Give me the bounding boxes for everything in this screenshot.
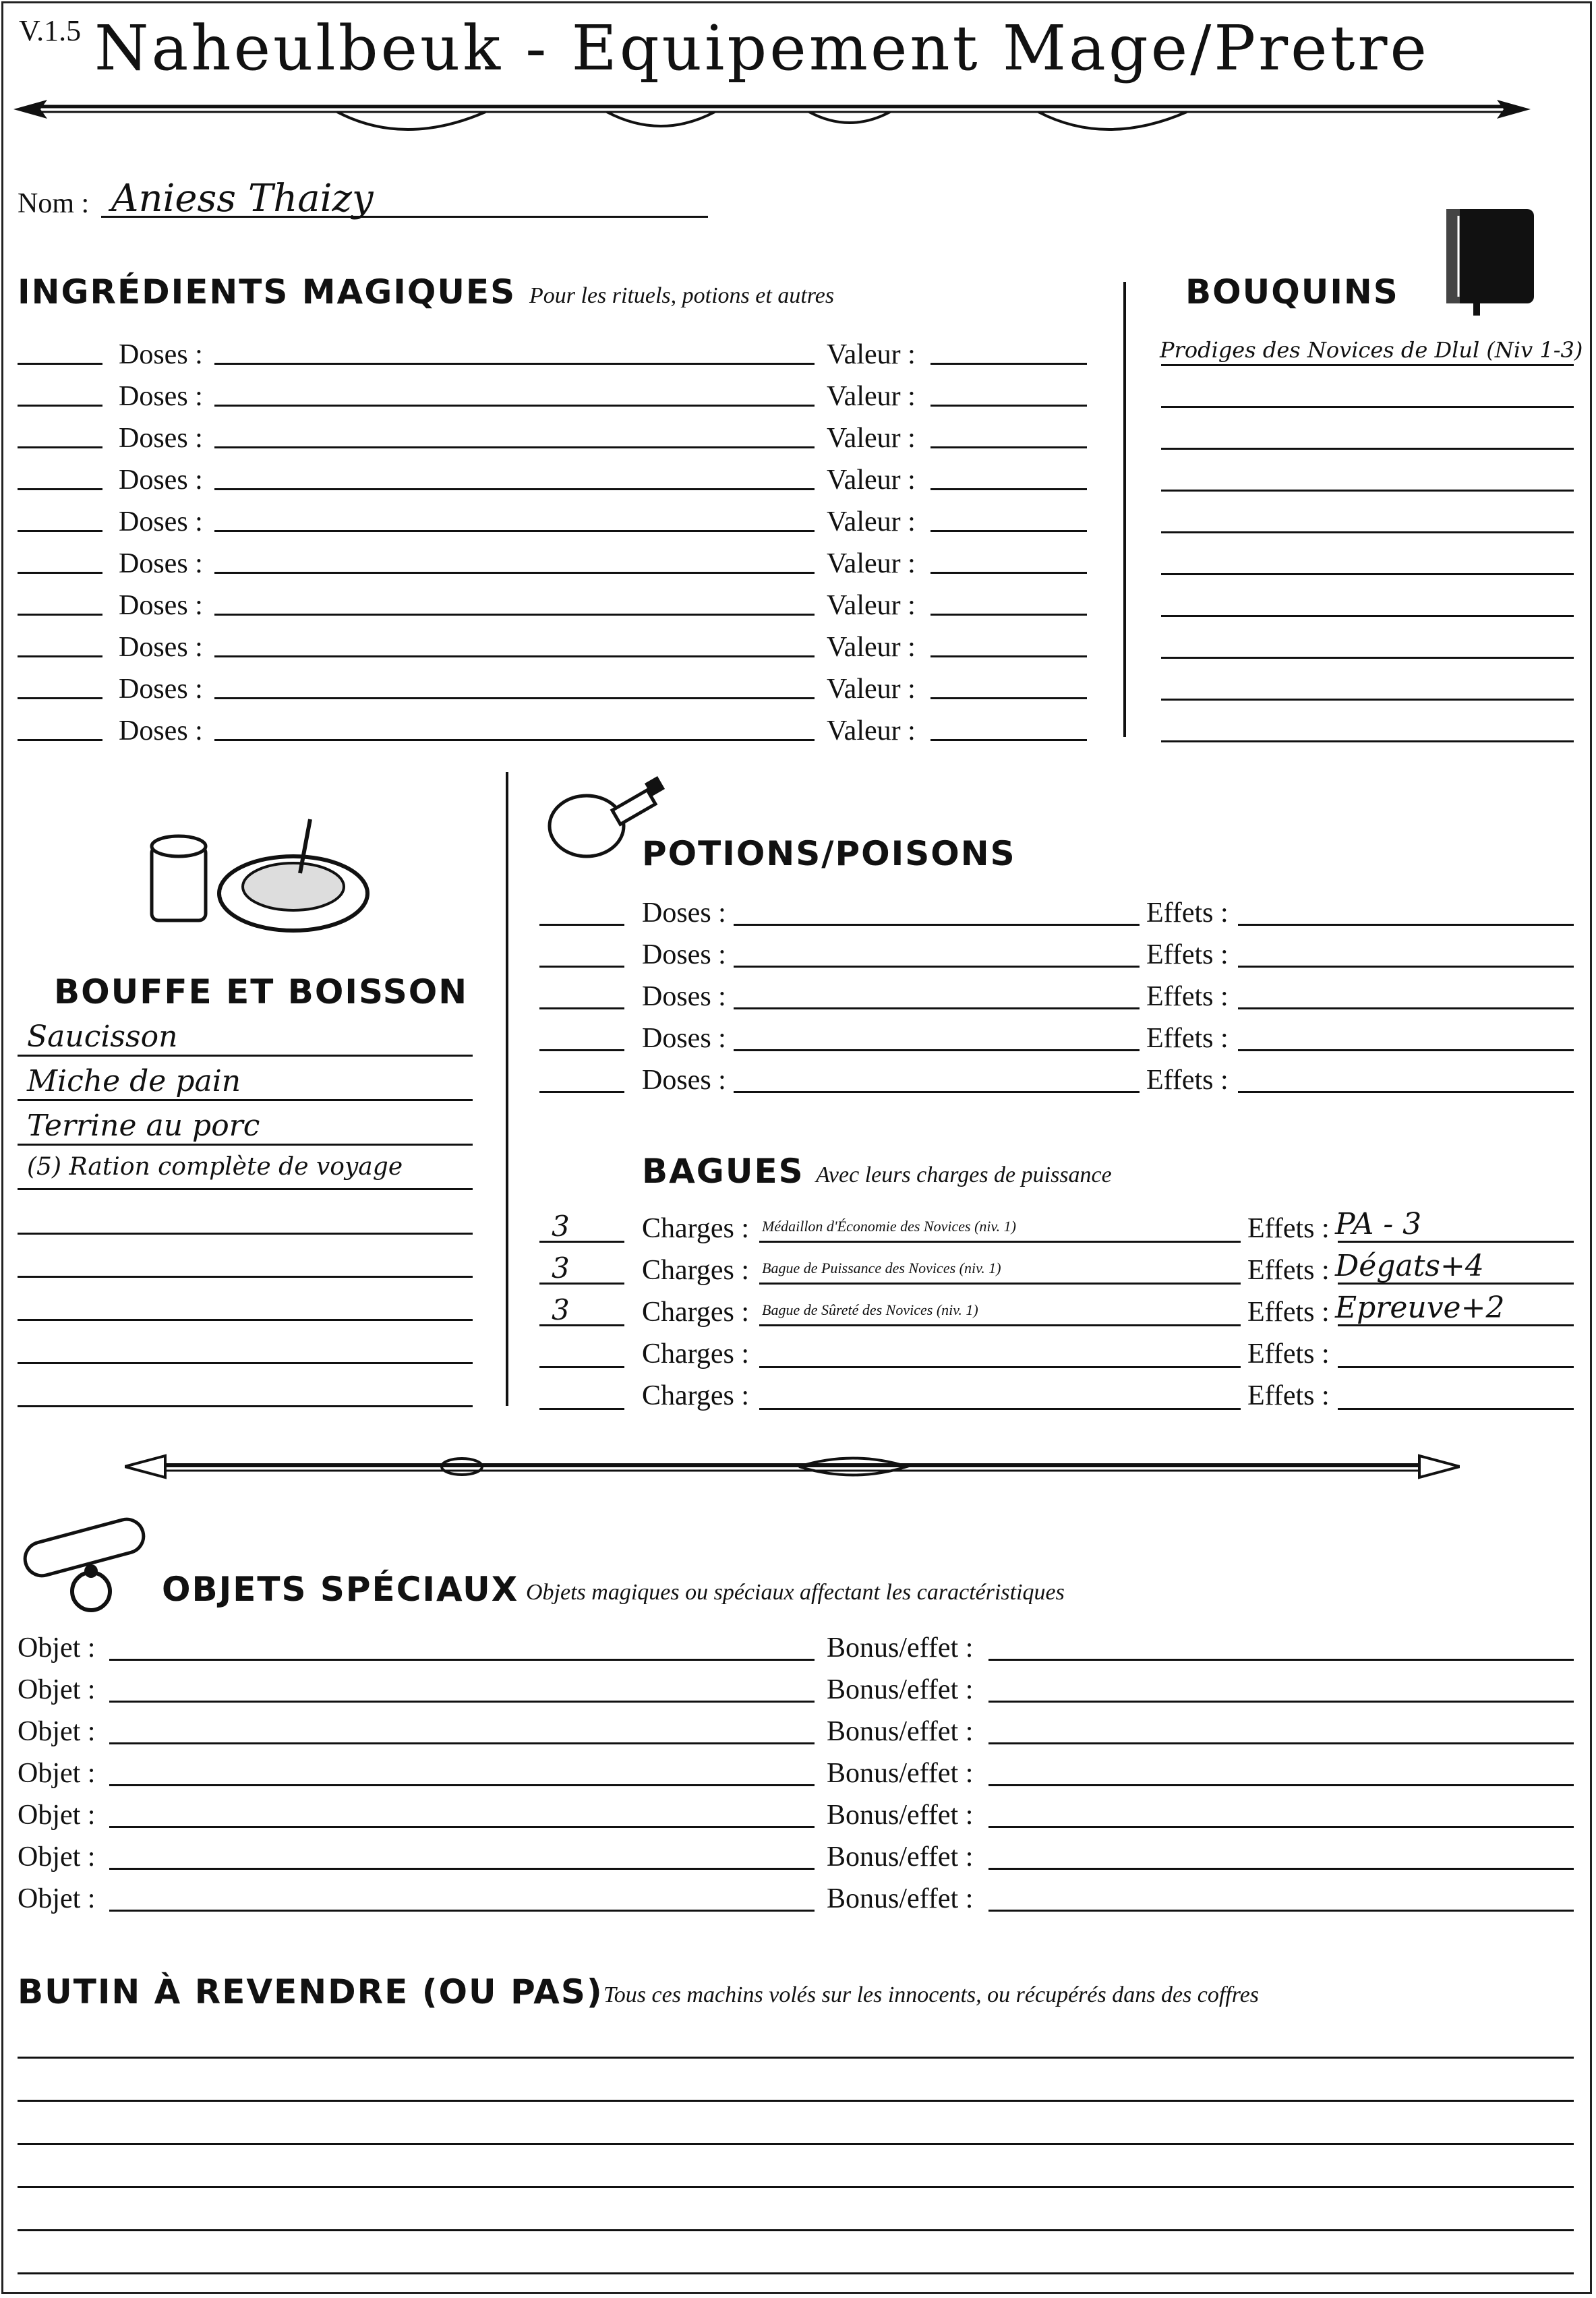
potion-qty-line[interactable] (539, 1007, 624, 1009)
bague-count[interactable]: 3 (552, 1210, 570, 1243)
ingredient-qty-line[interactable] (18, 655, 102, 657)
objet-bonus-line[interactable] (988, 1910, 1574, 1912)
ingredient-qty-line[interactable] (18, 363, 102, 365)
objet-bonus-label: Bonus/effet : (827, 1674, 974, 1705)
objet-line[interactable] (109, 1659, 815, 1661)
ingredient-valeur-label: Valeur : (827, 715, 916, 746)
ingredient-valeur-line[interactable] (930, 697, 1087, 699)
bouffe-title: BOUFFE ET BOISSON (54, 972, 469, 1011)
bague-name[interactable]: Bague de Puissance des Novices (niv. 1) (762, 1260, 1001, 1276)
middle-staff-ornament (125, 1446, 1460, 1487)
potions-title: POTIONS/POISONS (642, 834, 1016, 873)
bague-effet[interactable]: Epreuve+2 (1335, 1291, 1505, 1325)
bague-count-line (539, 1366, 624, 1368)
nom-line (101, 216, 708, 218)
bouffe-entry[interactable]: (5) Ration complète de voyage (27, 1153, 403, 1181)
bague-charges-label: Charges : (642, 1338, 750, 1369)
bague-name-line (759, 1283, 1241, 1285)
bagues-title: BAGUES (642, 1152, 804, 1191)
ingredient-doses-label: Doses : (119, 674, 203, 705)
ingredient-name-line[interactable] (214, 655, 815, 657)
potion-doses-label: Doses : (642, 897, 726, 929)
bague-name-line (759, 1366, 1241, 1368)
ingredient-name-line[interactable] (214, 446, 815, 448)
ingredient-valeur-label: Valeur : (827, 423, 916, 454)
bague-count[interactable]: 3 (552, 1251, 570, 1285)
ingredient-doses-label: Doses : (119, 339, 203, 370)
bouquin-line (1161, 364, 1574, 366)
ingredient-doses-label: Doses : (119, 381, 203, 412)
bague-count-line (539, 1324, 624, 1326)
bouffe-line (18, 1319, 473, 1321)
ingredient-valeur-label: Valeur : (827, 506, 916, 537)
ingredient-valeur-line[interactable] (930, 655, 1087, 657)
potion-name-line[interactable] (734, 1049, 1140, 1051)
bouffe-line (18, 1099, 473, 1101)
potion-qty-line[interactable] (539, 1049, 624, 1051)
potion-doses-label: Doses : (642, 939, 726, 970)
objet-line[interactable] (109, 1910, 815, 1912)
potion-doses-label: Doses : (642, 981, 726, 1012)
ingredient-valeur-line[interactable] (930, 488, 1087, 490)
version-label: V.1.5 (19, 14, 82, 47)
ingredient-valeur-label: Valeur : (827, 632, 916, 663)
bouffe-line (18, 1144, 473, 1146)
objet-bonus-line[interactable] (988, 1826, 1574, 1828)
objet-line[interactable] (109, 1701, 815, 1703)
ingredient-valeur-label: Valeur : (827, 465, 916, 496)
bouquin-line (1161, 699, 1574, 701)
middle-divider (506, 772, 508, 1406)
objet-bonus-label: Bonus/effet : (827, 1758, 974, 1789)
objet-bonus-line[interactable] (988, 1784, 1574, 1786)
potion-doses-label: Doses : (642, 1065, 726, 1096)
butin-line[interactable] (18, 2100, 1574, 2102)
bague-effet[interactable]: Dégats+4 (1335, 1249, 1484, 1283)
ingredient-qty-line[interactable] (18, 530, 102, 532)
bouffe-line (18, 1362, 473, 1364)
potion-effets-line[interactable] (1238, 1007, 1574, 1009)
ingredient-valeur-line[interactable] (930, 572, 1087, 574)
ingredient-qty-line[interactable] (18, 488, 102, 490)
ingredient-name-line[interactable] (214, 405, 815, 407)
potion-effets-label: Effets : (1146, 1065, 1229, 1096)
ingredient-qty-line[interactable] (18, 739, 102, 741)
potion-effets-label: Effets : (1146, 981, 1229, 1012)
top-staff-ornament (13, 86, 1531, 147)
butin-title: BUTIN À REVENDRE (OU PAS) (18, 1972, 603, 2011)
butin-line[interactable] (18, 2057, 1574, 2059)
bague-name[interactable]: Médaillon d'Économie des Novices (niv. 1) (762, 1218, 1016, 1235)
objet-label: Objet : (18, 1883, 96, 1914)
objet-bonus-line[interactable] (988, 1742, 1574, 1744)
bague-charges-label: Charges : (642, 1255, 750, 1286)
objet-label: Objet : (18, 1842, 96, 1873)
ingredient-name-line[interactable] (214, 488, 815, 490)
ingredient-name-line[interactable] (214, 614, 815, 616)
objet-line[interactable] (109, 1742, 815, 1744)
ingredients-subtitle: Pour les rituels, potions et autres (529, 283, 835, 308)
potion-effets-label: Effets : (1146, 939, 1229, 970)
ingredient-doses-label: Doses : (119, 506, 203, 537)
objet-bonus-label: Bonus/effet : (827, 1632, 974, 1663)
bague-count[interactable]: 3 (552, 1293, 570, 1326)
bouffe-entry[interactable]: Miche de pain (27, 1064, 241, 1098)
ingredient-qty-line[interactable] (18, 446, 102, 448)
potion-name-line[interactable] (734, 924, 1140, 926)
food-illustration-icon (138, 799, 374, 941)
bague-effets-label: Effets : (1247, 1380, 1330, 1411)
ingredient-valeur-label: Valeur : (827, 590, 916, 621)
ingredient-valeur-line[interactable] (930, 614, 1087, 616)
ingredient-name-line[interactable] (214, 572, 815, 574)
bouquin-entry[interactable]: Prodiges des Novices de Dlul (Niv 1-3) (1160, 337, 1583, 363)
bouquin-line (1161, 531, 1574, 533)
potion-name-line[interactable] (734, 1007, 1140, 1009)
objet-label: Objet : (18, 1800, 96, 1831)
bague-effet-line (1338, 1366, 1574, 1368)
bague-effets-label: Effets : (1247, 1297, 1330, 1328)
objet-bonus-label: Bonus/effet : (827, 1800, 974, 1831)
ingredients-title: INGRÉDIENTS MAGIQUES (18, 272, 516, 312)
ingredient-valeur-line[interactable] (930, 530, 1087, 532)
ingredient-qty-line[interactable] (18, 405, 102, 407)
bouquins-title: BOUQUINS (1185, 272, 1399, 312)
objet-label: Objet : (18, 1674, 96, 1705)
bouffe-entry[interactable]: Terrine au porc (27, 1109, 260, 1143)
potion-effets-label: Effets : (1146, 897, 1229, 929)
nom-value[interactable]: Aniess Thaizy (111, 177, 374, 220)
bague-name[interactable]: Bague de Sûreté des Novices (niv. 1) (762, 1301, 978, 1318)
bague-effet-line (1338, 1408, 1574, 1410)
ingredient-doses-label: Doses : (119, 465, 203, 496)
potion-qty-line[interactable] (539, 924, 624, 926)
potion-doses-label: Doses : (642, 1023, 726, 1054)
bouquin-line (1161, 740, 1574, 742)
bague-effet-line (1338, 1241, 1574, 1243)
ingredient-valeur-label: Valeur : (827, 339, 916, 370)
bague-effet[interactable]: PA - 3 (1335, 1207, 1422, 1241)
ingredient-doses-label: Doses : (119, 423, 203, 454)
bague-effet-line (1338, 1283, 1574, 1285)
ingredient-doses-label: Doses : (119, 632, 203, 663)
ingredient-valeur-line[interactable] (930, 446, 1087, 448)
objet-line[interactable] (109, 1784, 815, 1786)
bague-effet-line (1338, 1324, 1574, 1326)
ingredient-name-line[interactable] (214, 697, 815, 699)
nom-label: Nom : (18, 188, 90, 219)
objet-label: Objet : (18, 1632, 96, 1663)
objet-bonus-label: Bonus/effet : (827, 1842, 974, 1873)
bague-name-line (759, 1324, 1241, 1326)
page-title: Naheulbeuk - Equipement Mage/Pretre (94, 12, 1429, 84)
bague-count-line (539, 1408, 624, 1410)
objet-bonus-line[interactable] (988, 1701, 1574, 1703)
objet-label: Objet : (18, 1758, 96, 1789)
ingredient-qty-line[interactable] (18, 697, 102, 699)
bague-charges-label: Charges : (642, 1380, 750, 1411)
butin-line[interactable] (18, 2186, 1574, 2188)
potion-effets-line[interactable] (1238, 1049, 1574, 1051)
objet-line[interactable] (109, 1868, 815, 1870)
ingredient-name-line[interactable] (214, 739, 815, 741)
butin-line[interactable] (18, 2229, 1574, 2231)
ingredient-qty-line[interactable] (18, 614, 102, 616)
bague-effets-label: Effets : (1247, 1213, 1330, 1244)
ingredient-valeur-line[interactable] (930, 405, 1087, 407)
bouquin-line (1161, 406, 1574, 408)
bouffe-line (18, 1276, 473, 1278)
ingredient-valeur-label: Valeur : (827, 381, 916, 412)
bouquin-line (1161, 448, 1574, 450)
potion-qty-line[interactable] (539, 1091, 624, 1093)
objets-title: OBJETS SPÉCIAUX (162, 1570, 519, 1609)
ingredient-valeur-label: Valeur : (827, 548, 916, 579)
bague-name-line (759, 1408, 1241, 1410)
butin-subtitle: Tous ces machins volés sur les innocents, ou récupérés dans des coffres (603, 1982, 1260, 2007)
bague-charges-label: Charges : (642, 1213, 750, 1244)
bouquin-line (1161, 657, 1574, 659)
ingredient-valeur-label: Valeur : (827, 674, 916, 705)
objets-subtitle: Objets magiques ou spéciaux affectant les caractéristiques (526, 1580, 1065, 1605)
ingredient-valeur-line[interactable] (930, 739, 1087, 741)
bouffe-line (18, 1233, 473, 1235)
potion-effets-label: Effets : (1146, 1023, 1229, 1054)
bague-count-line (539, 1241, 624, 1243)
potion-name-line[interactable] (734, 966, 1140, 968)
potion-name-line[interactable] (734, 1091, 1140, 1093)
bouffe-line (18, 1055, 473, 1057)
objet-line[interactable] (109, 1826, 815, 1828)
objet-bonus-line[interactable] (988, 1659, 1574, 1661)
potion-effets-line[interactable] (1238, 966, 1574, 968)
bague-effets-label: Effets : (1247, 1338, 1330, 1369)
bague-charges-label: Charges : (642, 1297, 750, 1328)
bague-count-line (539, 1283, 624, 1285)
ingredient-name-line[interactable] (214, 363, 815, 365)
bague-name-line (759, 1241, 1241, 1243)
bague-effets-label: Effets : (1247, 1255, 1330, 1286)
objet-label: Objet : (18, 1716, 96, 1747)
ingredient-valeur-line[interactable] (930, 363, 1087, 365)
ingredient-doses-label: Doses : (119, 590, 203, 621)
objet-bonus-label: Bonus/effet : (827, 1716, 974, 1747)
butin-line[interactable] (18, 2143, 1574, 2145)
potion-effets-line[interactable] (1238, 1091, 1574, 1093)
ingredient-name-line[interactable] (214, 530, 815, 532)
ingredient-doses-label: Doses : (119, 715, 203, 746)
objet-bonus-line[interactable] (988, 1868, 1574, 1870)
bouquins-divider (1123, 282, 1126, 737)
potion-effets-line[interactable] (1238, 924, 1574, 926)
bouquin-line (1161, 490, 1574, 492)
bouffe-entry[interactable]: Saucisson (27, 1020, 178, 1054)
objet-bonus-label: Bonus/effet : (827, 1883, 974, 1914)
bouquin-line (1161, 573, 1574, 575)
ingredient-qty-line[interactable] (18, 572, 102, 574)
bouquin-line (1161, 615, 1574, 617)
bouffe-line (18, 1188, 473, 1190)
bagues-subtitle: Avec leurs charges de puissance (816, 1162, 1112, 1187)
butin-line[interactable] (18, 2272, 1574, 2274)
ingredient-doses-label: Doses : (119, 548, 203, 579)
bouffe-line (18, 1405, 473, 1407)
potion-qty-line[interactable] (539, 966, 624, 968)
scroll-ring-icon (17, 1510, 158, 1625)
book-icon (1433, 196, 1547, 317)
